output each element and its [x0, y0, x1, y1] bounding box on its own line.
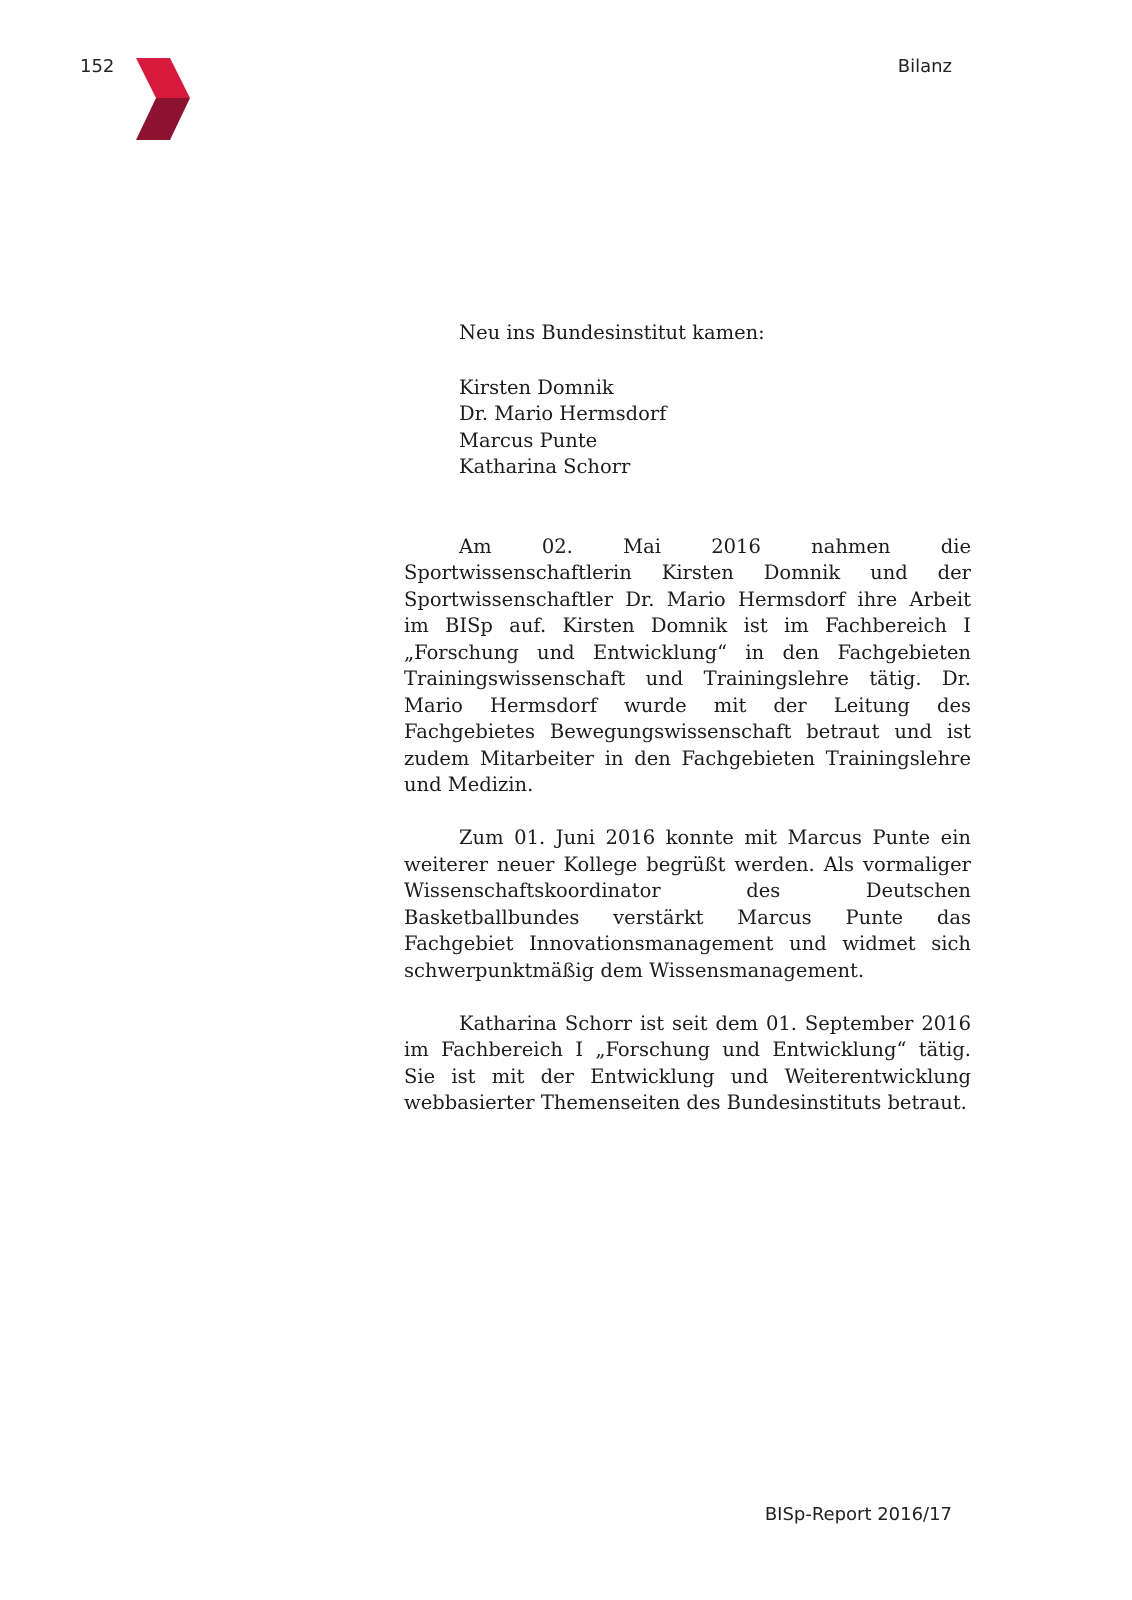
paragraph-schorr: Katharina Schorr ist seit dem 01. September 2016 im Fachbereich I „Forschung und Entwicklung“ tätig. Sie ist mit der Entwicklung und Weiterentwicklung webbasierter Themenseiten des Bundesinstituts betraut.	[404, 1011, 971, 1114]
page-number: 152	[80, 56, 115, 77]
report-footer: BISp-Report 2016/17	[764, 1504, 952, 1525]
paragraph-domnik-hermsdorf: Am 02. Mai 2016 nahmen die Sportwissenschaftlerin Kirsten Domnik und der Sportwissenschaftler Dr. Mario Hermsdorf ihre Arbeit im BISp auf. Kirsten Domnik ist im Fachbereich I „Forschung und Entwicklung“ in den Fachgebieten Trainingswissenschaft und Trainingslehre tätig. Dr. Mario Hermsdorf wurde mit der Leitung des Fachgebietes Bewegungswissenschaft betraut und ist zudem Mitarbeiter in den Fachgebieten Trainingslehre und Medizin.	[404, 534, 971, 796]
paragraph-punte: Zum 01. Juni 2016 konnte mit Marcus Punte ein weiterer neuer Kollege begrüßt werden. Als vormaliger Wissenschaftskoordinator des Deutschen Basketballbundes verstärkt Marcus Punte das Fachgebiet Innovationsmanagement und widmet sich schwerpunktmäßig dem Wissensmanagement.	[404, 826, 971, 982]
list-item: Marcus Punte	[459, 428, 598, 452]
list-item: Katharina Schorr	[459, 455, 631, 478]
list-item: Dr. Mario Hermsdorf	[459, 402, 667, 425]
logo-chevron-bottom	[136, 98, 190, 140]
article-body	[404, 320, 971, 1143]
intro-line: Neu ins Bundesinstitut kamen:	[459, 321, 765, 344]
new-staff-list	[404, 375, 971, 481]
logo-chevron-top	[136, 58, 190, 98]
list-item: Kirsten Domnik	[459, 375, 614, 399]
chevron-logo-icon	[136, 58, 190, 140]
section-title: Bilanz	[897, 56, 952, 77]
